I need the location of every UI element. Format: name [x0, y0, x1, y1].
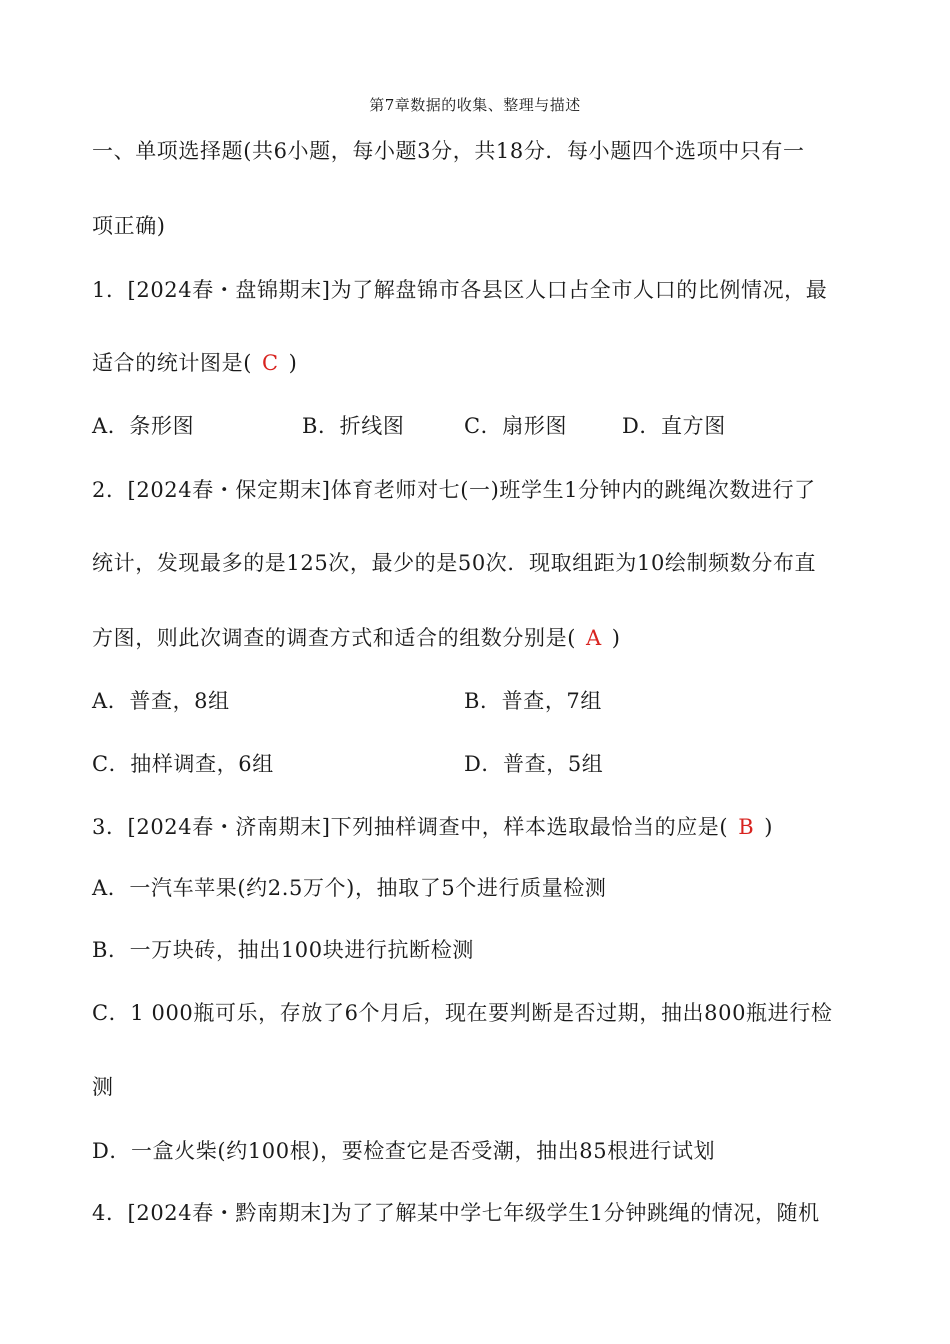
q1-stem-line2: [92, 349, 872, 377]
q4-stem-line1: 4．[2024春・黔南期末]为了了解某中学七年级学生1分钟跳绳的情况，随机: [92, 1201, 820, 1225]
q2-option-a: A．普查，8组: [92, 689, 230, 713]
q2-answer: A: [586, 626, 602, 650]
q2-option-d: D．普查，5组: [464, 752, 604, 776]
q1-stem-text: 适合的统计图是(: [92, 351, 252, 375]
q3-stem-text: 3．[2024春・济南期末]下列抽样调查中，样本选取最恰当的应是(: [92, 815, 729, 839]
q1-option-c: C．扇形图: [464, 414, 568, 438]
q3-option-b: B．一万块砖，抽出100块进行抗断检测: [92, 938, 474, 962]
q1-option-b: B．折线图: [302, 414, 405, 438]
q2-stem-line1: 2．[2024春・保定期末]体育老师对七(一)班学生1分钟内的跳绳次数进行了: [92, 478, 816, 502]
q2-stem-line2: 统计，发现最多的是125次，最少的是50次．现取组距为10绘制频数分布直: [92, 551, 817, 575]
q3-option-c-line1: C．1 000瓶可乐，存放了6个月后，现在要判断是否过期，抽出800瓶进行检: [92, 1001, 833, 1025]
q3-option-d: D．一盒火柴(约100根)，要检查它是否受潮，抽出85根进行试划: [92, 1139, 716, 1163]
q3-stem-line1: [92, 813, 872, 841]
q3-answer: B: [738, 815, 755, 839]
q2-stem-close: ): [611, 626, 621, 650]
q2-stem-line3: [92, 624, 872, 652]
q3-option-c-line2: 测: [92, 1075, 114, 1099]
q2-option-c: C．抽样调查，6组: [92, 752, 274, 776]
q2-stem-text: 方图，则此次调查的调查方式和适合的组数分别是(: [92, 626, 576, 650]
q1-option-d: D．直方图: [622, 414, 726, 438]
q1-option-a: A．条形图: [92, 414, 195, 438]
q2-option-b: B．普查，7组: [464, 689, 602, 713]
q1-stem-close: ): [288, 351, 298, 375]
section-heading-line2: 项正确): [92, 214, 166, 238]
chapter-title: 第7章数据的收集、整理与描述: [369, 96, 581, 114]
q3-option-a: A．一汽车苹果(约2.5万个)，抽取了5个进行质量检测: [92, 876, 607, 900]
section-heading-line1: 一、单项选择题(共6小题，每小题3分，共18分．每小题四个选项中只有一: [92, 139, 805, 163]
q1-answer: C: [262, 351, 279, 375]
q3-stem-close: ): [764, 815, 774, 839]
q1-stem-line1: 1．[2024春・盘锦期末]为了解盘锦市各县区人口占全市人口的比例情况，最: [92, 278, 828, 302]
